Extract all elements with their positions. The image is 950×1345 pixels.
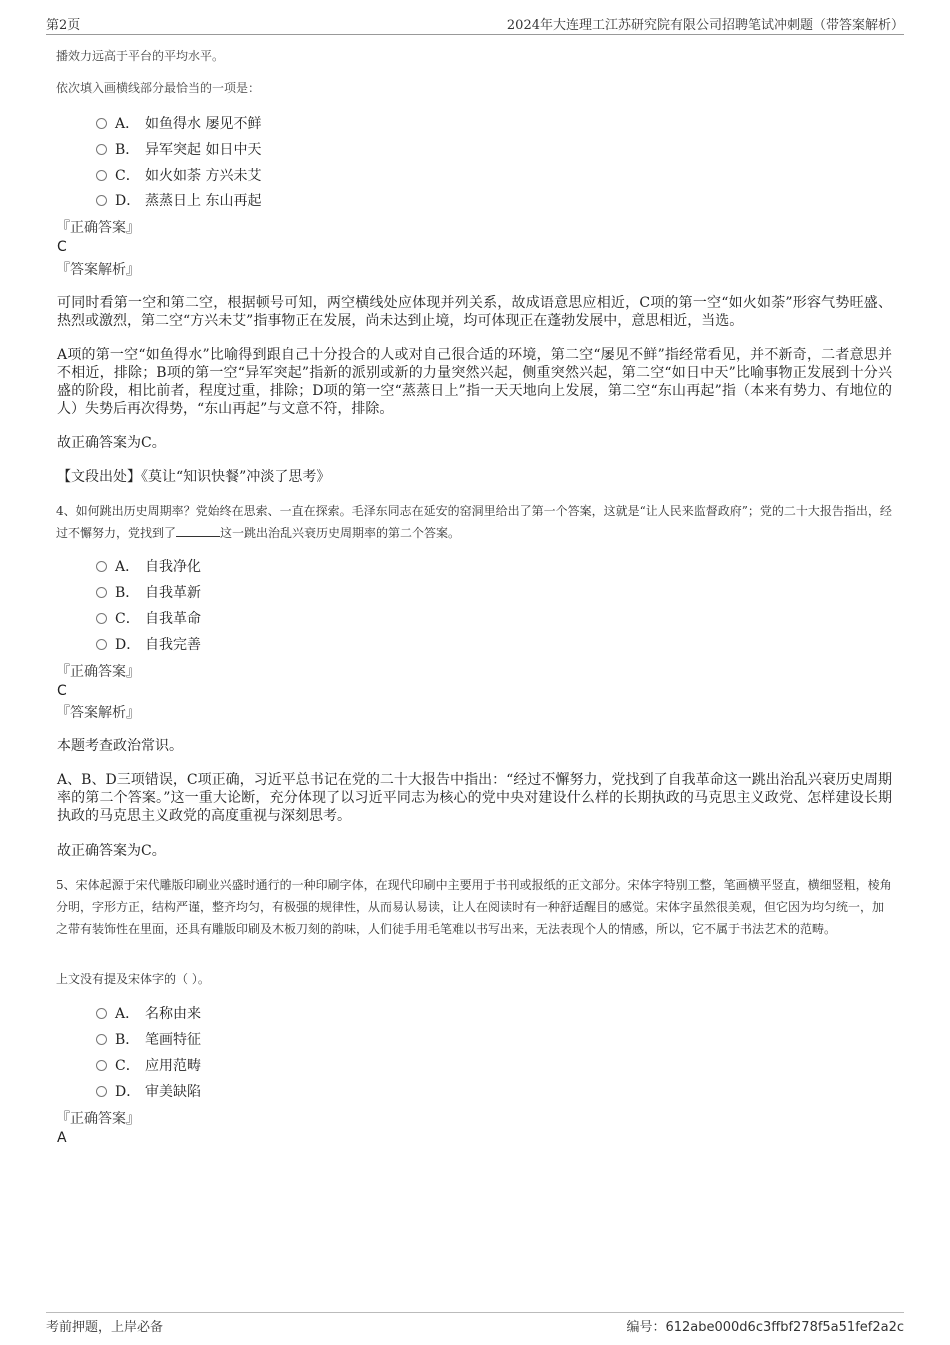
q4-option-b[interactable]: B． 自我革新 (96, 582, 201, 604)
page-number: 第2页 (46, 18, 81, 33)
q3-option-b[interactable]: B． 异军突起 如日中天 (96, 139, 261, 161)
q4-option-c[interactable]: C． 自我革命 (96, 608, 201, 630)
q3-analysis-paragraph: 故正确答案为C。 (57, 435, 166, 451)
q4-analysis-paragraph: A、B、D三项错误，C项正确，习近平总书记在党的二十大报告中指出：“经过不懈努力，党找到了自我革命这一跳出治乱兴衰历史周期率的第二个答案。”这一重大论断，充分体现了以习近平同志为核心的党中央对建设什么样的长期执政的马克思主义政党、怎样建设长期执政的马克思主义政党的高度重视与深刻思考。 (57, 772, 892, 824)
q3-option-d[interactable]: D． 蒸蒸日上 东山再起 (96, 190, 261, 212)
q3-prompt: 依次填入画横线部分最恰当的一项是： (56, 81, 261, 95)
q4-answer: C (57, 683, 67, 699)
footer-slogan: 考前押题，上岸必备 (46, 1320, 164, 1335)
q3-answer-label: 『正确答案』 (56, 220, 140, 236)
document-title: 2024年大连理工江苏研究院有限公司招聘笔试冲刺题（带答案解析） (506, 18, 904, 33)
q4-analysis-paragraph: 故正确答案为C。 (57, 843, 166, 859)
page-footer (46, 1312, 904, 1339)
q5-answer: A (57, 1130, 67, 1146)
q4-answer-label: 『正确答案』 (56, 664, 140, 680)
q5-prompt: 上文没有提及宋体字的（ ）。 (56, 972, 210, 986)
radio-icon[interactable] (96, 639, 107, 650)
radio-icon[interactable] (96, 561, 107, 572)
q5-option-d[interactable]: D． 审美缺陷 (96, 1081, 201, 1103)
radio-icon[interactable] (96, 1086, 107, 1097)
document-id: 编号：612abe000d6c3ffbf278f5a51fef2a2c (626, 1320, 904, 1335)
q5-answer-label: 『正确答案』 (56, 1111, 140, 1127)
q4-analysis-paragraph: 本题考查政治常识。 (57, 738, 183, 754)
q5-option-c[interactable]: C． 应用范畴 (96, 1055, 201, 1077)
q3-analysis-paragraph: A项的第一空“如鱼得水”比喻得到跟自己十分投合的人或对自己很合适的环境，第二空“屡见不鲜”指经常看见，并不新奇，二者意思并不相近，排除；B项的第一空“异军突起”指新的派别或新的力量突然兴起，侧重突然兴起，第二空“如日中天”比喻事物正发展到十分兴盛的阶段，相比前者，程度过重，排除；D项的第一空“蒸蒸日上”指一天天地向上发展，第二空“东山再起”指（本来有势力、有地位的人）失势后再次得势，“东山再起”与文意不符，排除。 (57, 347, 892, 417)
q3-source: 【文段出处】《莫让“知识快餐”冲淡了思考》 (57, 469, 331, 485)
q4-option-a[interactable]: A． 自我净化 (96, 556, 201, 578)
q4-option-d[interactable]: D． 自我完善 (96, 634, 201, 656)
q3-option-c[interactable]: C． 如火如荼 方兴未艾 (96, 165, 261, 187)
q4-analysis-label: 『答案解析』 (56, 705, 140, 721)
q3-answer: C (57, 239, 67, 255)
q3-analysis-paragraph: 可同时看第一空和第二空，根据顿号可知，两空横线处应体现并列关系，故成语意思应相近，C项的第一空“如火如荼”形容气势旺盛、热烈或激烈，第二空“方兴未艾”指事物正在发展，尚未达到止境，均可体现正在蓬勃发展中，意思相近，当选。 (57, 295, 892, 329)
q3-stem-tail: 播效力远高于平台的平均水平。 (56, 49, 225, 63)
q5-option-b[interactable]: B． 笔画特征 (96, 1029, 201, 1051)
q3-option-a[interactable]: A． 如鱼得水 屡见不鲜 (96, 113, 261, 135)
radio-icon[interactable] (96, 1008, 107, 1019)
answer-blank (176, 524, 220, 537)
q4-stem: 4、如何跳出历史周期率？党始终在思索、一直在探索。毛泽东同志在延安的窑洞里给出了第一个答案，这就是“让人民来监督政府”；党的二十大报告指出，经过不懈努力，党找到了 这一跳出治乱兴衰历史周期率的第二个答案。 (56, 504, 892, 540)
radio-icon[interactable] (96, 170, 107, 181)
radio-icon[interactable] (96, 118, 107, 129)
radio-icon[interactable] (96, 144, 107, 155)
q5-stem: 5、宋体起源于宋代雕版印刷业兴盛时通行的一种印刷字体，在现代印刷中主要用于书刊或报纸的正文部分。宋体字特别工整，笔画横平竖直，横细竖粗，棱角分明，字形方正，结构严谨，整齐均匀，有极强的规律性，从而易认易读，让人在阅读时有一种舒适醒目的感觉。宋体字虽然很美观，但它因为均匀统一，加之带有装饰性在里面，还具有雕版印刷及木板刀刻的韵味，人们徒手用毛笔难以书写出来，无法表现个人的情感，所以，它不属于书法艺术的范畴。 (56, 878, 892, 936)
radio-icon[interactable] (96, 195, 107, 206)
radio-icon[interactable] (96, 613, 107, 624)
radio-icon[interactable] (96, 1060, 107, 1071)
radio-icon[interactable] (96, 587, 107, 598)
radio-icon[interactable] (96, 1034, 107, 1045)
page-header (46, 12, 904, 35)
q5-option-a[interactable]: A． 名称由来 (96, 1003, 201, 1025)
q3-analysis-label: 『答案解析』 (56, 262, 140, 278)
